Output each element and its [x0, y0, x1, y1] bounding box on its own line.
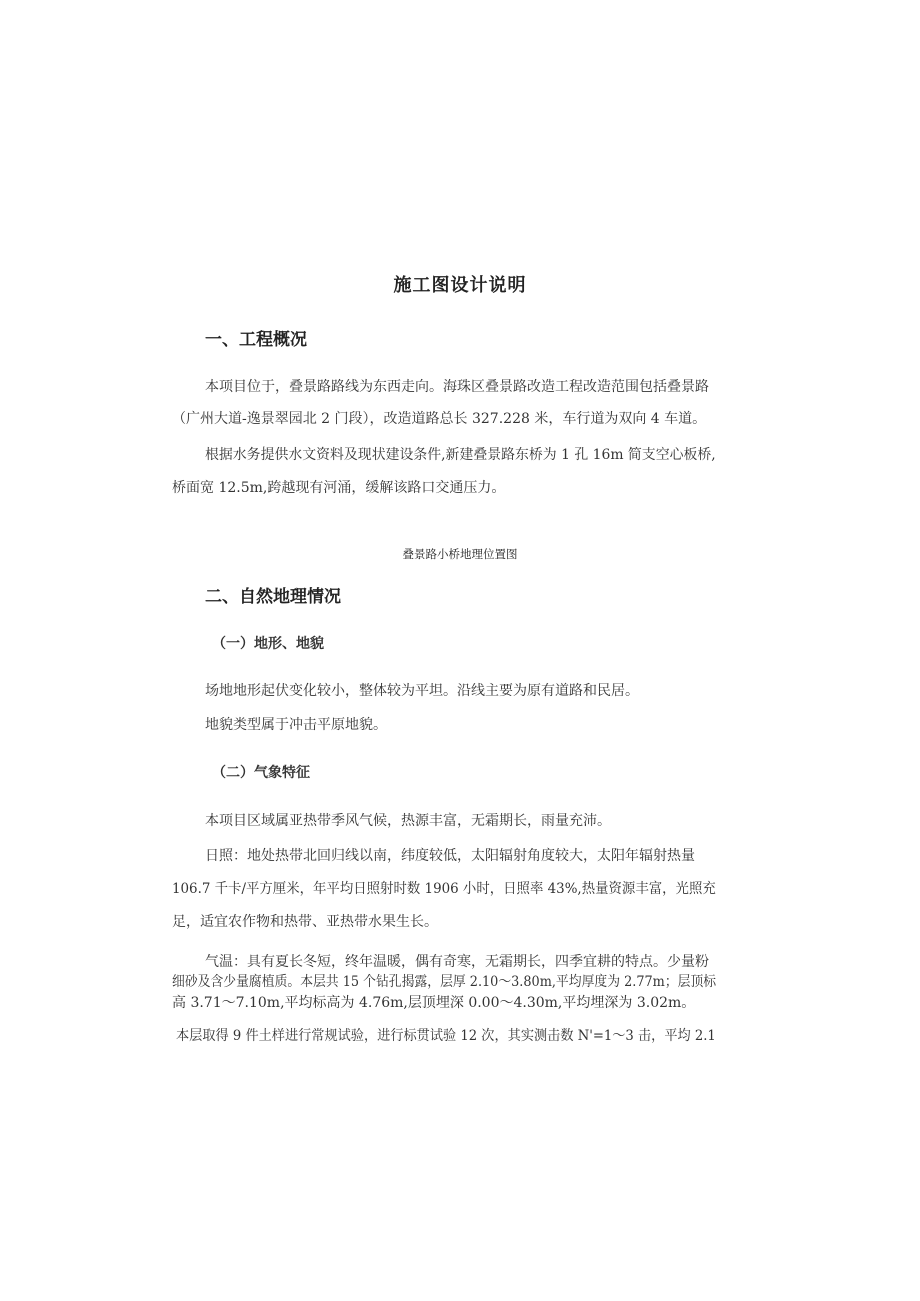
paragraph-line: （广州大道-逸景翠园北 2 门段），改造道路总长 327.228 米，车行道为双向 4 车道。: [172, 411, 707, 427]
paragraph-line: 气温：具有夏长冬短，终年温暖，偶有奇寒，无霜期长，四季宜耕的特点。少量粉: [205, 954, 709, 970]
paragraph-line: 本项目位于，叠景路路线为东西走向。海珠区叠景路改造工程改造范围包括叠景路: [205, 379, 709, 395]
section-heading-project-overview: 一、工程概况: [205, 330, 307, 350]
paragraph-line: 场地地形起伏变化较小，整体较为平坦。沿线主要为原有道路和民居。: [205, 683, 639, 699]
paragraph-line: 桥面宽 12.5m,跨越现有河涌，缓解该路口交通压力。: [172, 480, 506, 496]
paragraph-line: 本项目区域属亚热带季风气候，热源丰富，无霜期长，雨量充沛。: [205, 813, 611, 829]
paragraph-line: 本层取得 9 件土样进行常规试验，进行标贯试验 12 次，其实测击数 N'=1～3 击，平均 2.1: [176, 1028, 716, 1044]
paragraph-line: 细砂及含少量腐植质。本层共 15 个钻孔揭露，层厚 2.10～3.80m,平均厚度为 2.77m；层顶标: [172, 974, 717, 990]
paragraph-line: 日照：地处热带北回归线以南，纬度较低，太阳辐射角度较大，太阳年辐射热量: [205, 848, 695, 864]
paragraph-line: 足，适宜农作物和热带、亚热带水果生长。: [172, 914, 438, 930]
subsection-heading-climate: （二）气象特征: [212, 765, 310, 781]
paragraph-line: 根据水务提供水文资料及现状建设条件,新建叠景路东桥为 1 孔 16m 简支空心板桥,: [205, 447, 716, 463]
paragraph-line: 地貌类型属于冲击平原地貌。: [205, 717, 387, 733]
paragraph-line: 高 3.71～7.10m,平均标高为 4.76m,层顶埋深 0.00～4.30m,平均埋深为 3.02m。: [172, 995, 696, 1011]
section-heading-natural-geography: 二、自然地理情况: [205, 587, 341, 607]
subsection-heading-terrain: （一）地形、地貌: [212, 636, 324, 652]
figure-caption: 叠景路小桥地理位置图: [402, 547, 518, 561]
page-title: 施工图设计说明: [393, 275, 527, 296]
paragraph-line: 106.7 千卡/平方厘米，年平均日照射时数 1906 小时，日照率 43%,热量资源丰富，光照充: [172, 881, 716, 897]
